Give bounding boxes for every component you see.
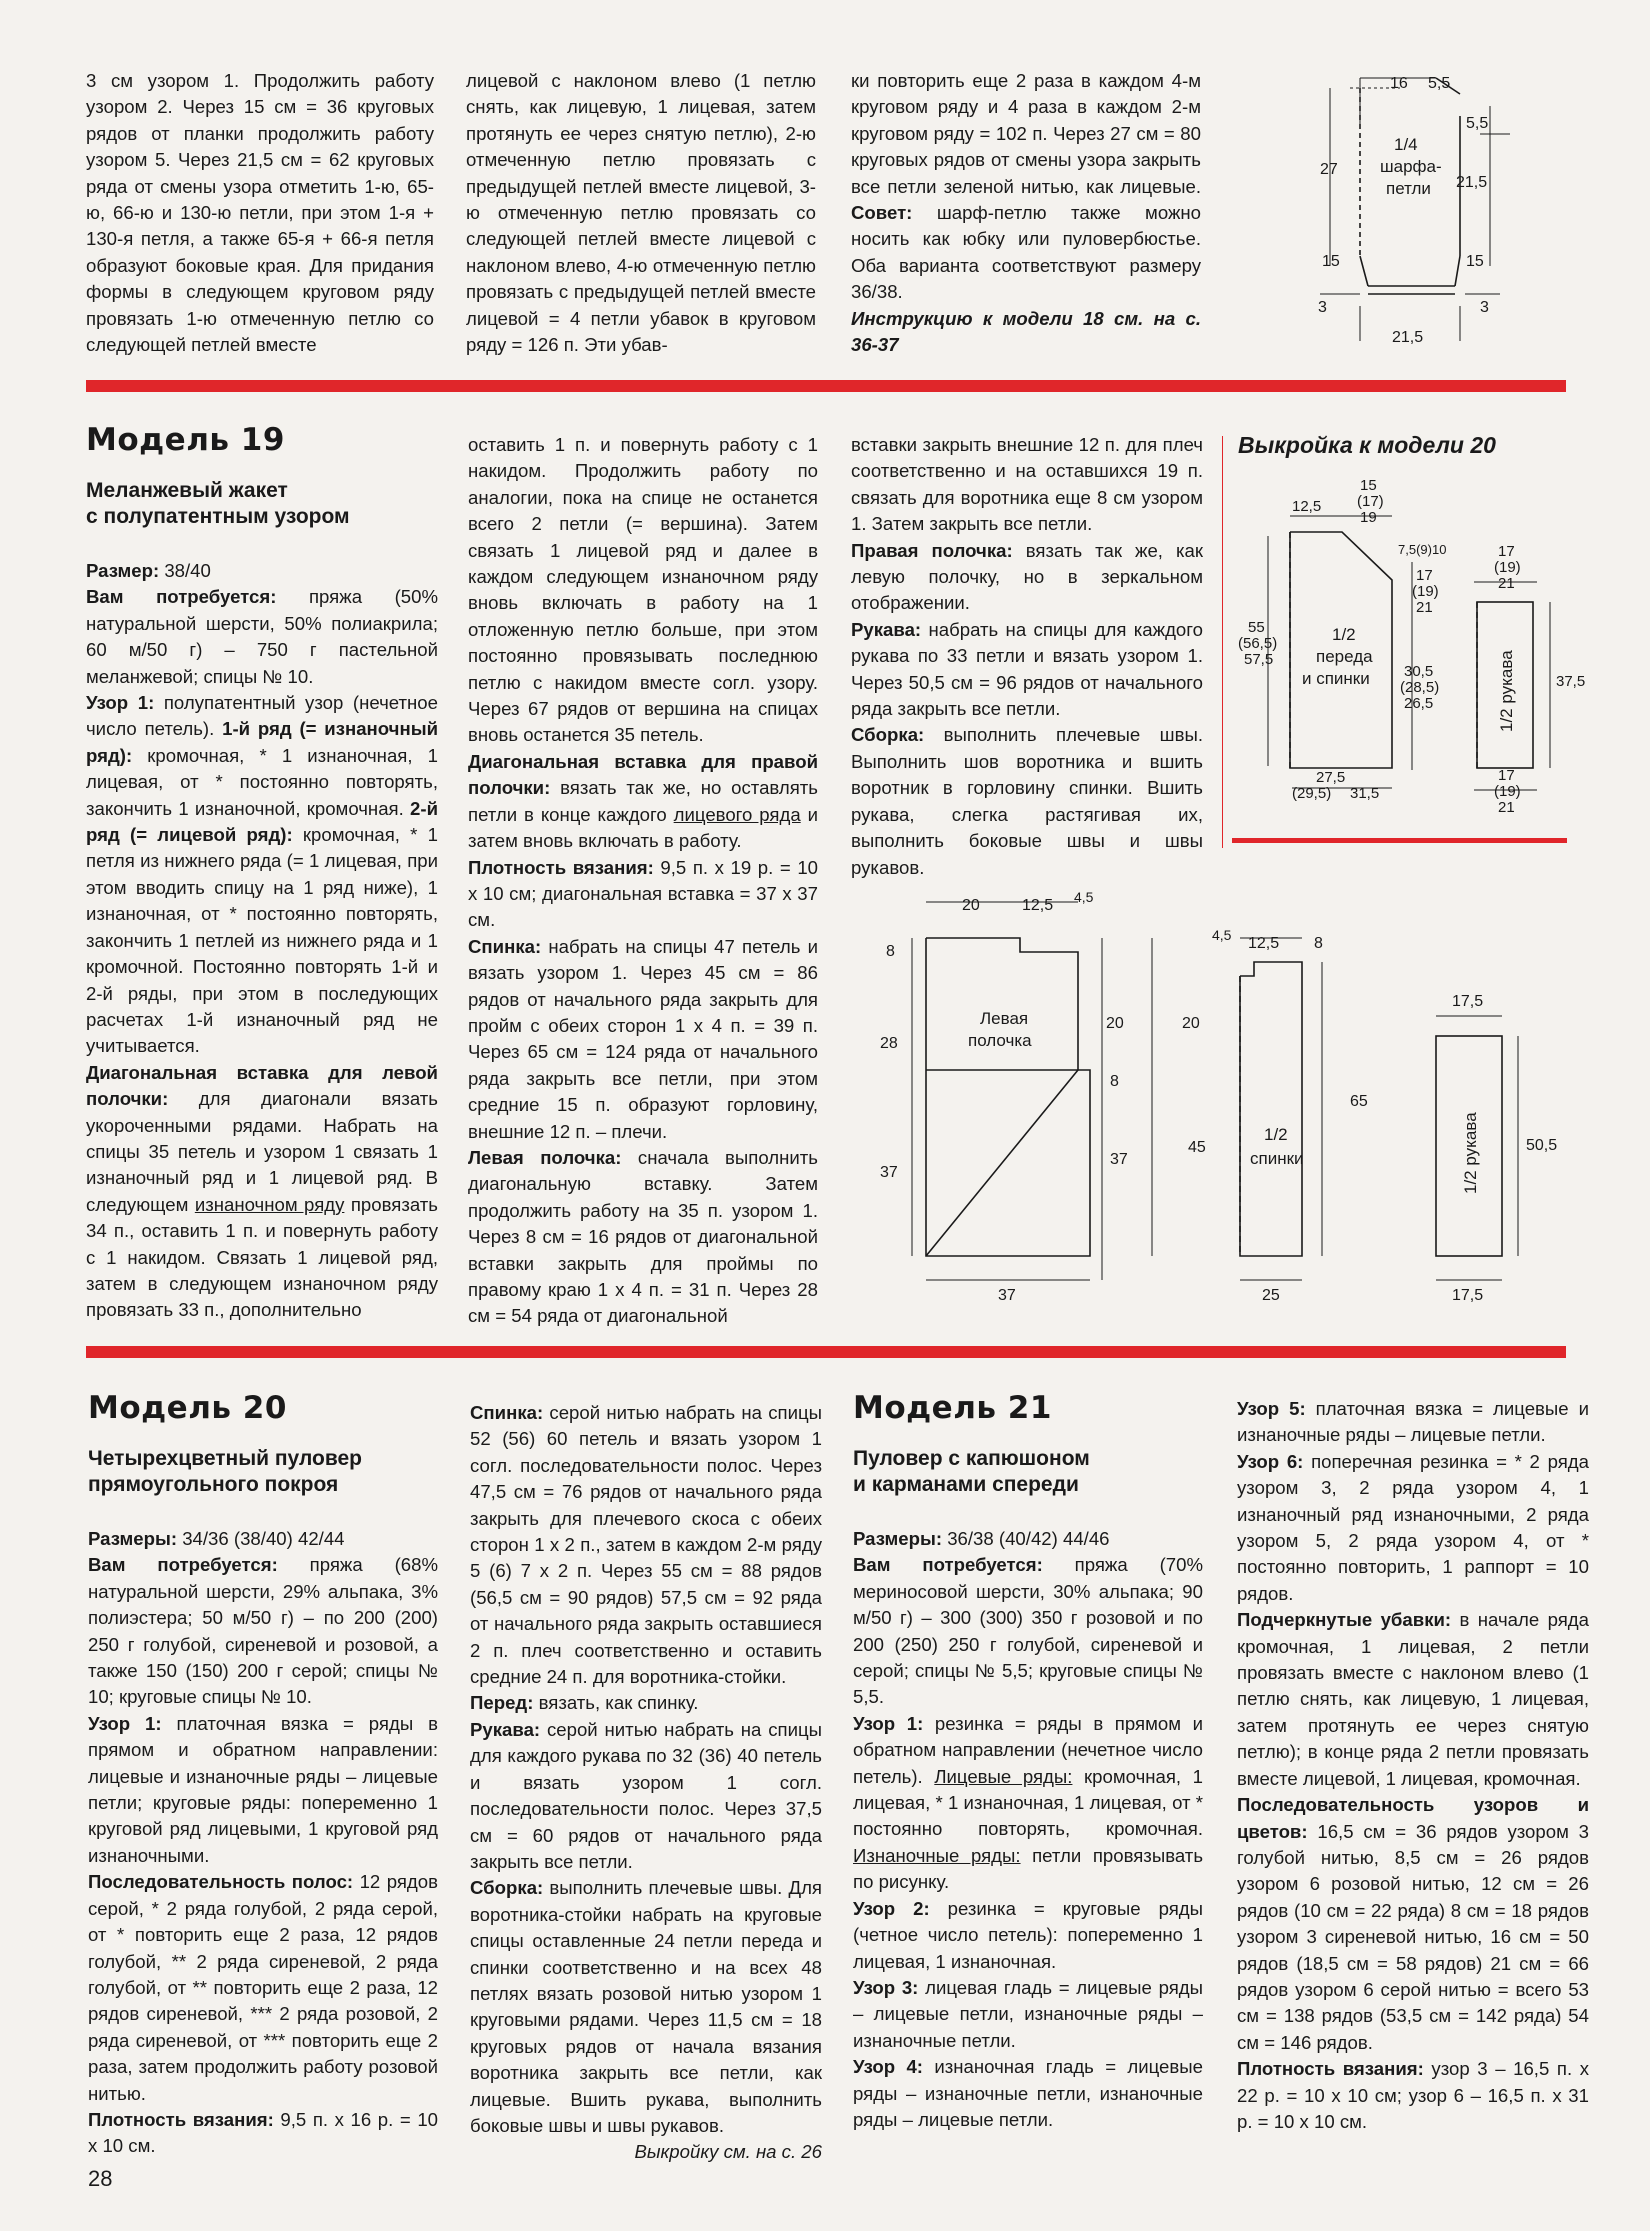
m19-gauge-label: Плотность вязания: bbox=[468, 856, 654, 878]
m21-p1-c: петли провязывать по рисунку. bbox=[853, 1844, 1204, 1893]
m21-col-2 bbox=[1237, 1396, 1589, 2135]
m19-p1: полупатентный узор (нечетное число петель). bbox=[86, 692, 438, 740]
p19-dim-2: 12,5 bbox=[1022, 897, 1054, 914]
p20-dim-8: 21 bbox=[1416, 599, 1433, 616]
m19-rfront-label: Правая полочка: bbox=[851, 539, 1013, 561]
m19-assembly-label: Сборка: bbox=[851, 724, 925, 746]
m20-ref: Выкройку см. на с. 26 bbox=[634, 2141, 822, 2163]
m21-p4-label: Узор 4: bbox=[853, 2056, 923, 2078]
p19-dim-1: 20 bbox=[962, 897, 980, 914]
p19-dim-17: 25 bbox=[1262, 1287, 1280, 1304]
m21-p2-label: Узор 2: bbox=[853, 1897, 930, 1919]
m19-col-2 bbox=[468, 432, 818, 1330]
p20-dim-4: 19 bbox=[1360, 509, 1377, 526]
p19-dim-10: 37 bbox=[998, 1287, 1016, 1304]
scarf-dim-8: 3 bbox=[1318, 299, 1327, 316]
top-col-3-text: ки повторить еще 2 раза в каждом 4-м круговом ряду и 4 раза в каждом 2-м круговом ряду = 102 п. Через 27 см = 80 круговых рядов от смены узора закрыть все петли зеленой нитью, как лицевые. bbox=[851, 70, 1201, 197]
m20-p1: платочная вязка = ряды в прямом и обратном направлении: лицевые и изнаночные ряды – лицевые петли; круговые ряды: попеременно 1 круговой ряд лицевыми, 1 круговой ряд изнаночными. bbox=[88, 1712, 439, 1866]
scarf-label-1: 1/4 bbox=[1394, 135, 1418, 154]
m19-back-label: Спинка: bbox=[468, 935, 542, 957]
p20-dim-2: 15 bbox=[1360, 477, 1377, 494]
m19-diag-left-a: для диагонали вязать укороченными рядами. Набрать на спицы 35 петель и узором 1 связать 1 изнаночный ряд и 1 лицевой ряд. В следующем bbox=[86, 1088, 438, 1215]
m21-seq: 16,5 см = 36 рядов узором 3 голубой нитью, 8,5 см = 26 рядов узором 6 розовой нитью, 12 см = 26 рядов (10 см = 22 ряда) 8 см = 18 рядов узором 3 сиреневой нитью, 16 см = 50 рядов (18,5 см = 58 рядов) 21 см = 66 рядов узором 6 серой нитью = всего 53 см = 138 рядов (53,5 см = 142 ряда) 54 см = 146 рядов. bbox=[1237, 1820, 1589, 2053]
m21-p6-label: Узор 6: bbox=[1237, 1450, 1304, 1472]
m20-back-label: Спинка: bbox=[470, 1402, 544, 1423]
m19-r2: кромочная, * 1 петля из нижнего ряда (= 1 лицевая, при этом вводить спицу на 1 ряд ниже), 1 изнаночная, от * постоянно повторять, закончить 1 петлей из нижнего ряда и 1 кромочной. Постоянно повторять 1-й и 2-й ряды, при этом в последующих расчетах 1-й изнаночный ряд не учитывается. bbox=[86, 824, 438, 1057]
m21-p2: резинка = круговые ряды (четное число петель): попеременно 1 лицевая, 1 изнаночная. bbox=[853, 1897, 1203, 1972]
m19-assembly: выполнить плечевые швы. Выполнить шов воротника и вшить воротник в горловину спинки. Вшить рукава, слегка растягивая их, выполнить боковые швы и швы рукавов. bbox=[851, 724, 1203, 878]
m19-diag-right-a: вязать так же, но оставлять петли в конце каждого bbox=[468, 777, 818, 825]
m20-subtitle-2: прямоугольного покроя bbox=[88, 1473, 339, 1496]
m20-assembly: выполнить плечевые швы. Для воротника-стойки набрать на круговые спицы оставленные 24 петли переда и спинки соответственно и на всех 48 петлях вязать розовой нитью узором 1 круговыми рядами. Через 11,5 см = 18 круговых рядов от начала вязания воротника закрыть все петли, как лицевые. Вшить рукава, выполнить боковые швы и швы рукавов. bbox=[470, 1877, 822, 2136]
m19-diag-right-b: и затем вновь включать в работу. bbox=[468, 803, 818, 852]
top-col-2 bbox=[466, 68, 816, 358]
p19-dim-5: 28 bbox=[880, 1035, 898, 1052]
m19-r2-label: 2-й ряд (= лицевой ряд): bbox=[86, 797, 438, 846]
m21-p5: платочная вязка = лицевые и изнаночные ряды – лицевые петли. bbox=[1237, 1398, 1589, 1446]
top-col-3 bbox=[851, 68, 1201, 358]
scarf-dim-3: 5,5 bbox=[1466, 115, 1489, 132]
m19-diag-right-label: Диагональная вставка для правой полочки: bbox=[468, 750, 818, 799]
m20-sizes: 34/36 (38/40) 42/44 bbox=[182, 1528, 345, 1549]
m19-size-label: Размер: bbox=[86, 560, 160, 581]
p19-dim-15: 45 bbox=[1188, 1139, 1206, 1156]
m19-diag-left-b: провязать 34 п., оставить 1 п. и повернуть работу с 1 накидом. Связать 1 лицевой ряд, затем в следующем изнаночном ряду провязать 33 п., дополнительно bbox=[86, 1193, 438, 1321]
m21-gauge-label: Плотность вязания: bbox=[1237, 2058, 1424, 2080]
section-divider-1 bbox=[86, 380, 1566, 392]
p20-sleeve-label: 1/2 рукава bbox=[1497, 650, 1516, 732]
p20-dim-6: 17 bbox=[1416, 567, 1433, 584]
m19-p1-label: Узор 1: bbox=[86, 692, 155, 714]
scarf-dim-1: 16 bbox=[1390, 75, 1408, 92]
p20-dim-1: 12,5 bbox=[1292, 498, 1322, 515]
p20-dim-3: (17) bbox=[1357, 493, 1384, 510]
p19-dim-9: 37 bbox=[1110, 1151, 1128, 1168]
m20-need: пряжа (68% натуральной шерсти, 29% альпака, 3% полиэстера; 50 м/50 г) – по 200 (200) 250 г голубой, сиреневой и розовой, а также 150 (150) 200 г серой; спицы № 10; круговые спицы № 10. bbox=[88, 1554, 438, 1708]
m19-col-3 bbox=[851, 432, 1203, 881]
p20-dim-7: (19) bbox=[1412, 583, 1439, 600]
m19-subtitle-2: с полупатентным узором bbox=[86, 505, 350, 528]
m21-p3-label: Узор 3: bbox=[853, 1976, 919, 1998]
p19-dim-6: 20 bbox=[1106, 1015, 1124, 1032]
p20-body-label-1: 1/2 bbox=[1332, 625, 1356, 644]
m21-p4: изнаночная гладь = лицевые ряды – изнаночные петли, изнаночные ряды – лицевые петли. bbox=[853, 2056, 1203, 2130]
m21-sizes-label: Размеры: bbox=[853, 1528, 943, 1549]
m20-sizes-label: Размеры: bbox=[88, 1528, 178, 1549]
top-col-2-text: лицевой с наклоном влево (1 петлю снять, как лицевую, 1 лицевая, затем протянуть ее через снятую петлю), 2-ю отмеченную петлю провязать с предыдущей петлей вместе лицевой, 3-ю отмеченную петлю провязать со следующей петлей вместе лицевой с наклоном влево, 4-ю отмеченную петлю провязать с предыдущей петлей вместе лицевой = 4 петли убавок в круговом ряду = 126 п. Эти убав- bbox=[466, 70, 816, 356]
top-col-1 bbox=[86, 68, 434, 358]
tip-label: Совет: bbox=[851, 202, 913, 224]
m19-diag-right-u: лицевого ряда bbox=[673, 803, 801, 825]
m19-col-1 bbox=[86, 420, 438, 1324]
m19-r1: кромочная, * 1 изнаночная, 1 лицевая, от * постоянно повторять, закончить 1 изнаночной, кромочная. bbox=[86, 744, 438, 819]
m19-col3-a: вставки закрыть внешние 12 п. для плеч соответственно и на оставшихся 19 п. связать для воротника еще 8 см узором 1. Затем закрыть все петли. bbox=[851, 434, 1203, 535]
pattern19-diagram bbox=[862, 880, 1572, 1320]
p19-dim-16: 65 bbox=[1350, 1093, 1368, 1110]
scarf-dim-6: 15 bbox=[1322, 253, 1340, 270]
section-divider-2 bbox=[86, 1346, 1566, 1358]
p19-dim-14: 20 bbox=[1182, 1015, 1200, 1032]
m20-sleeves: серой нитью набрать на спицы для каждого рукава по 32 (36) 40 петель и вязать узором 1 согл. последовательности полос. Через 37,5 см = 60 рядов от начального ряда закрыть все петли. bbox=[470, 1718, 822, 1872]
p19-dim-8: 37 bbox=[880, 1164, 898, 1181]
m19-title: Модель 19 bbox=[86, 422, 285, 458]
scarf-dim-4: 27 bbox=[1320, 161, 1338, 178]
m20-front-label: Перед: bbox=[470, 1692, 534, 1714]
m19-lfront: сначала выполнить диагональную вставку. Затем продолжить работу на 35 п. узором 1. Через 8 см = 16 рядов от диагональной вставки закрыть для проймы по правому краю 1 x 4 п. = 31 п. Через 28 см = 54 ряда от диагональной bbox=[468, 1146, 818, 1327]
p19-front-label-1: Левая bbox=[980, 1009, 1029, 1028]
m20-front: вязать, как спинку. bbox=[538, 1692, 699, 1714]
m20-stripes-label: Последовательность полос: bbox=[88, 1871, 354, 1893]
m20-need-label: Вам потребуется: bbox=[88, 1554, 278, 1576]
p20-dim-17: 31,5 bbox=[1350, 785, 1380, 802]
m21-need-label: Вам потребуется: bbox=[853, 1554, 1043, 1576]
m20-stripes: 12 рядов серой, * 2 ряда голубой, 2 ряда серой, от * повторить еще 2 раза, 12 рядов голубой, ** 2 ряда сиреневой, 2 ряда голубой, от ** повторить еще 2 раза, 12 рядов сиреневой, *** 2 ряда розовой, 2 ряда сиреневой, от *** повторить еще 2 раза, затем продолжить работу розовой нитью. bbox=[88, 1871, 439, 2104]
p20-dim-10: (56,5) bbox=[1238, 635, 1278, 652]
p20-dim-12: 30,5 bbox=[1404, 663, 1434, 680]
m19-diag-left-label: Диагональная вставка для левой полочки: bbox=[86, 1061, 438, 1110]
m20-col-2 bbox=[470, 1400, 822, 2166]
scarf-diagram bbox=[1290, 66, 1560, 356]
p20-body-label-3: и спинки bbox=[1302, 669, 1370, 688]
p19-front-label-2: полочка bbox=[968, 1031, 1032, 1050]
m20-sleeves-label: Рукава: bbox=[470, 1718, 541, 1740]
m21-p1-u1: Лицевые ряды: bbox=[934, 1765, 1073, 1787]
m19-subtitle-1: Меланжевый жакет bbox=[86, 479, 288, 502]
p19-sleeve-label: 1/2 рукава bbox=[1461, 1112, 1480, 1194]
scarf-label-2: шарфа- bbox=[1380, 157, 1442, 176]
p20-dim-23: (19) bbox=[1494, 783, 1521, 800]
m19-col2-a: оставить 1 п. и повернуть работу с 1 накидом. Продолжить работу по аналогии, пока на спице не останется всего 2 петли (= вершина). Затем связать 1 лицевой ряд и далее в каждом следующем изнаночном ряду вновь включать в работу на 1 отложенную петлю больше, при этом постоянно провязывать последнюю петлю с накидом вместе согл. узору. Через 67 рядов от вершина на спицах вновь останется 35 петель. bbox=[468, 434, 818, 746]
scarf-dim-2: 5,5 bbox=[1428, 75, 1451, 92]
m19-need-label: Вам потребуется: bbox=[86, 586, 277, 608]
tip-text: шарф-петлю также можно носить как юбку или пуловербюстье. Оба варианта соответствуют размеру 36/38. bbox=[851, 202, 1201, 303]
p19-dim-11: 4,5 bbox=[1212, 927, 1232, 943]
m21-seq-label: Последовательность узоров и цветов: bbox=[1237, 1794, 1589, 1842]
m19-diag-left-u: изнаночном ряду bbox=[194, 1193, 345, 1215]
m21-p3: лицевая гладь = лицевые ряды – лицевые петли, изнаночные ряды – изнаночные петли. bbox=[853, 1976, 1204, 2051]
scarf-dim-9: 3 bbox=[1480, 299, 1489, 316]
p20-dim-16: (29,5) bbox=[1292, 785, 1332, 802]
pattern20-diagram bbox=[1232, 470, 1586, 846]
p20-dim-11: 57,5 bbox=[1244, 651, 1274, 668]
m21-p1-u2: Изнаночные ряды: bbox=[853, 1844, 1021, 1866]
p20-dim-14: 26,5 bbox=[1404, 695, 1434, 712]
p19-dim-19: 50,5 bbox=[1526, 1137, 1558, 1154]
m19-sleeves: набрать на спицы для каждого рукава по 33 петли и вязать узором 1. Через 50,5 см = 96 рядов от начального ряда закрыть все петли. bbox=[851, 618, 1203, 720]
m20-title: Модель 20 bbox=[88, 1390, 287, 1426]
p20-dim-24: 21 bbox=[1498, 799, 1515, 816]
pattern20-title: Выкройка к модели 20 bbox=[1238, 432, 1496, 458]
m20-assembly-label: Сборка: bbox=[470, 1877, 544, 1899]
p20-dim-18: 17 bbox=[1498, 543, 1515, 560]
m21-p5-label: Узор 5: bbox=[1237, 1398, 1306, 1419]
p20-dim-21: 37,5 bbox=[1556, 673, 1586, 690]
m20-p1-label: Узор 1: bbox=[88, 1712, 162, 1734]
p19-back-label-2: спинки bbox=[1250, 1149, 1304, 1168]
scarf-dim-10: 21,5 bbox=[1392, 329, 1424, 346]
p19-dim-4: 8 bbox=[886, 943, 895, 960]
m21-subtitle-2: и карманами спереди bbox=[853, 1473, 1079, 1496]
p20-dim-9: 55 bbox=[1248, 619, 1265, 636]
p20-dim-19: (19) bbox=[1494, 559, 1521, 576]
p20-dim-15: 27,5 bbox=[1316, 769, 1346, 786]
p19-dim-13: 8 bbox=[1314, 935, 1323, 952]
p19-dim-20: 17,5 bbox=[1452, 1287, 1484, 1304]
m21-dec-label: Подчеркнутые убавки: bbox=[1237, 1609, 1452, 1631]
m19-rfront: вязать так же, как левую полочку, но в зеркальном отображении. bbox=[851, 539, 1203, 614]
m21-title: Модель 21 bbox=[853, 1390, 1052, 1426]
m21-col-1 bbox=[853, 1388, 1203, 2133]
pattern20-bottom-rule bbox=[1232, 838, 1567, 843]
p20-dim-5: 7,5(9)10 bbox=[1398, 542, 1447, 557]
pattern20-separator bbox=[1222, 436, 1223, 848]
m19-r1-label: 1-й ряд (= изнаночный ряд): bbox=[86, 718, 439, 766]
m21-sizes: 36/38 (40/42) 44/46 bbox=[947, 1528, 1110, 1549]
p19-back-label-1: 1/2 bbox=[1264, 1125, 1288, 1144]
m20-back: серой нитью набрать на спицы 52 (56) 60 петель и вязать узором 1 согл. последовательности полос. Через 47,5 см = 76 рядов от начального ряда закрыть для плечевого скоса с обеих сторон 1 x 2 п., затем в каждом 2-м ряду 5 (6) 7 x 2 п. Через 55 см = 88 рядов (56,5 см = 90 рядов) 57,5 см = 92 ряда от начального ряда закрыть оставшиеся 2 п. плеч соответственно и оставить средние 24 п. для воротника-стойки. bbox=[470, 1402, 822, 1688]
p20-dim-22: 17 bbox=[1498, 767, 1515, 784]
p20-body-label-2: переда bbox=[1316, 647, 1373, 666]
m19-back: набрать на спицы 47 петель и вязать узором 1. Через 45 см = 86 рядов от начального ряда закрыть для пройм с обеих сторон 1 x 4 п. = 39 п. Через 65 см = 124 ряда от начального ряда закрыть все петли, при этом средние 15 п. образуют горловину, внешние 12 п. – плечи. bbox=[468, 935, 818, 1142]
m20-gauge-label: Плотность вязания: bbox=[88, 2108, 274, 2130]
scarf-dim-7: 15 bbox=[1466, 253, 1484, 270]
scarf-dim-5: 21,5 bbox=[1456, 174, 1488, 191]
m21-need: пряжа (70% мериносовой шерсти, 30% альпака; 90 м/50 г) – 300 (300) 350 г розовой и по 200 (250) 250 г голубой, сиреневой и серой; спицы № 5,5; круговые спицы № 5,5. bbox=[853, 1554, 1203, 1708]
m21-gauge: узор 3 – 16,5 п. x 22 р. = 10 x 10 см; узор 6 – 16,5 п. x 31 р. = 10 x 10 см. bbox=[1237, 2058, 1589, 2132]
page-number: 28 bbox=[88, 2166, 113, 2191]
p19-dim-18: 17,5 bbox=[1452, 993, 1484, 1010]
m19-gauge: 9,5 п. x 19 р. = 10 x 10 см; диагональная вставка = 37 x 37 см. bbox=[468, 856, 818, 931]
m21-p1-label: Узор 1: bbox=[853, 1712, 924, 1734]
p20-dim-13: (28,5) bbox=[1400, 679, 1440, 696]
m20-gauge: 9,5 п. x 16 р. = 10 x 10 см. bbox=[88, 2108, 438, 2157]
m21-subtitle-1: Пуловер с капюшоном bbox=[853, 1447, 1090, 1470]
m21-p6: поперечная резинка = * 2 ряда узором 3, 2 ряда узором 4, 1 изнаночный ряд изнаночными, 2 ряда узором 5, 2 ряда узором 4, от * постоянно повторить, 1 раппорт = 10 рядов. bbox=[1237, 1450, 1589, 1604]
m20-col-1 bbox=[88, 1388, 438, 2160]
top-col-1-text: 3 см узором 1. Продолжить работу узором 2. Через 15 см = 36 круговых рядов от планки продолжить работу узором 5. Через 21,5 см = 62 круговых ряда от смены узора отметить 1-ю, 65-ю, 66-ю и 130-ю петли, при этом 1-я + 130-я петля, а также 65-я + 66-я петля образуют боковые края. Для придания формы в следующем круговом ряду провязать 1-ю отмеченную петлю со следующей петлей вместе bbox=[86, 70, 434, 356]
m19-size: 38/40 bbox=[164, 560, 211, 581]
m19-lfront-label: Левая полочка: bbox=[468, 1146, 622, 1168]
p19-dim-12: 12,5 bbox=[1248, 935, 1280, 952]
scarf-label-3: петли bbox=[1386, 179, 1431, 198]
p20-dim-20: 21 bbox=[1498, 575, 1515, 592]
m20-subtitle-1: Четырехцветный пуловер bbox=[88, 1447, 362, 1470]
m21-dec: в начале ряда кромочная, 1 лицевая, 2 петли провязать вместе с наклоном влево (1 петлю снять, как лицевую, 1 лицевая, затем протянуть ее через снятую петлю); в конце ряда 2 петли провязать вместе лицевой, 1 лицевая, кромочная. bbox=[1237, 1609, 1589, 1789]
m19-sleeves-label: Рукава: bbox=[851, 618, 922, 640]
m19-need: пряжа (50% натуральной шерсти, 50% полиакрила; 60 м/50 г) – 750 г пастельной меланжевой; спицы № 10. bbox=[86, 586, 438, 687]
model18-ref: Инструкцию к модели 18 см. на с. 36-37 bbox=[851, 307, 1201, 356]
m21-p1-b: кромочная, 1 лицевая, * 1 изнаночная, 1 лицевая, от * постоянно повторять, кромочная. bbox=[853, 1765, 1204, 1840]
p19-dim-7: 8 bbox=[1110, 1073, 1119, 1090]
m21-p1-a: резинка = ряды в прямом и обратном направлении (нечетное число петель). bbox=[853, 1712, 1203, 1787]
p19-dim-3: 4,5 bbox=[1074, 889, 1094, 905]
